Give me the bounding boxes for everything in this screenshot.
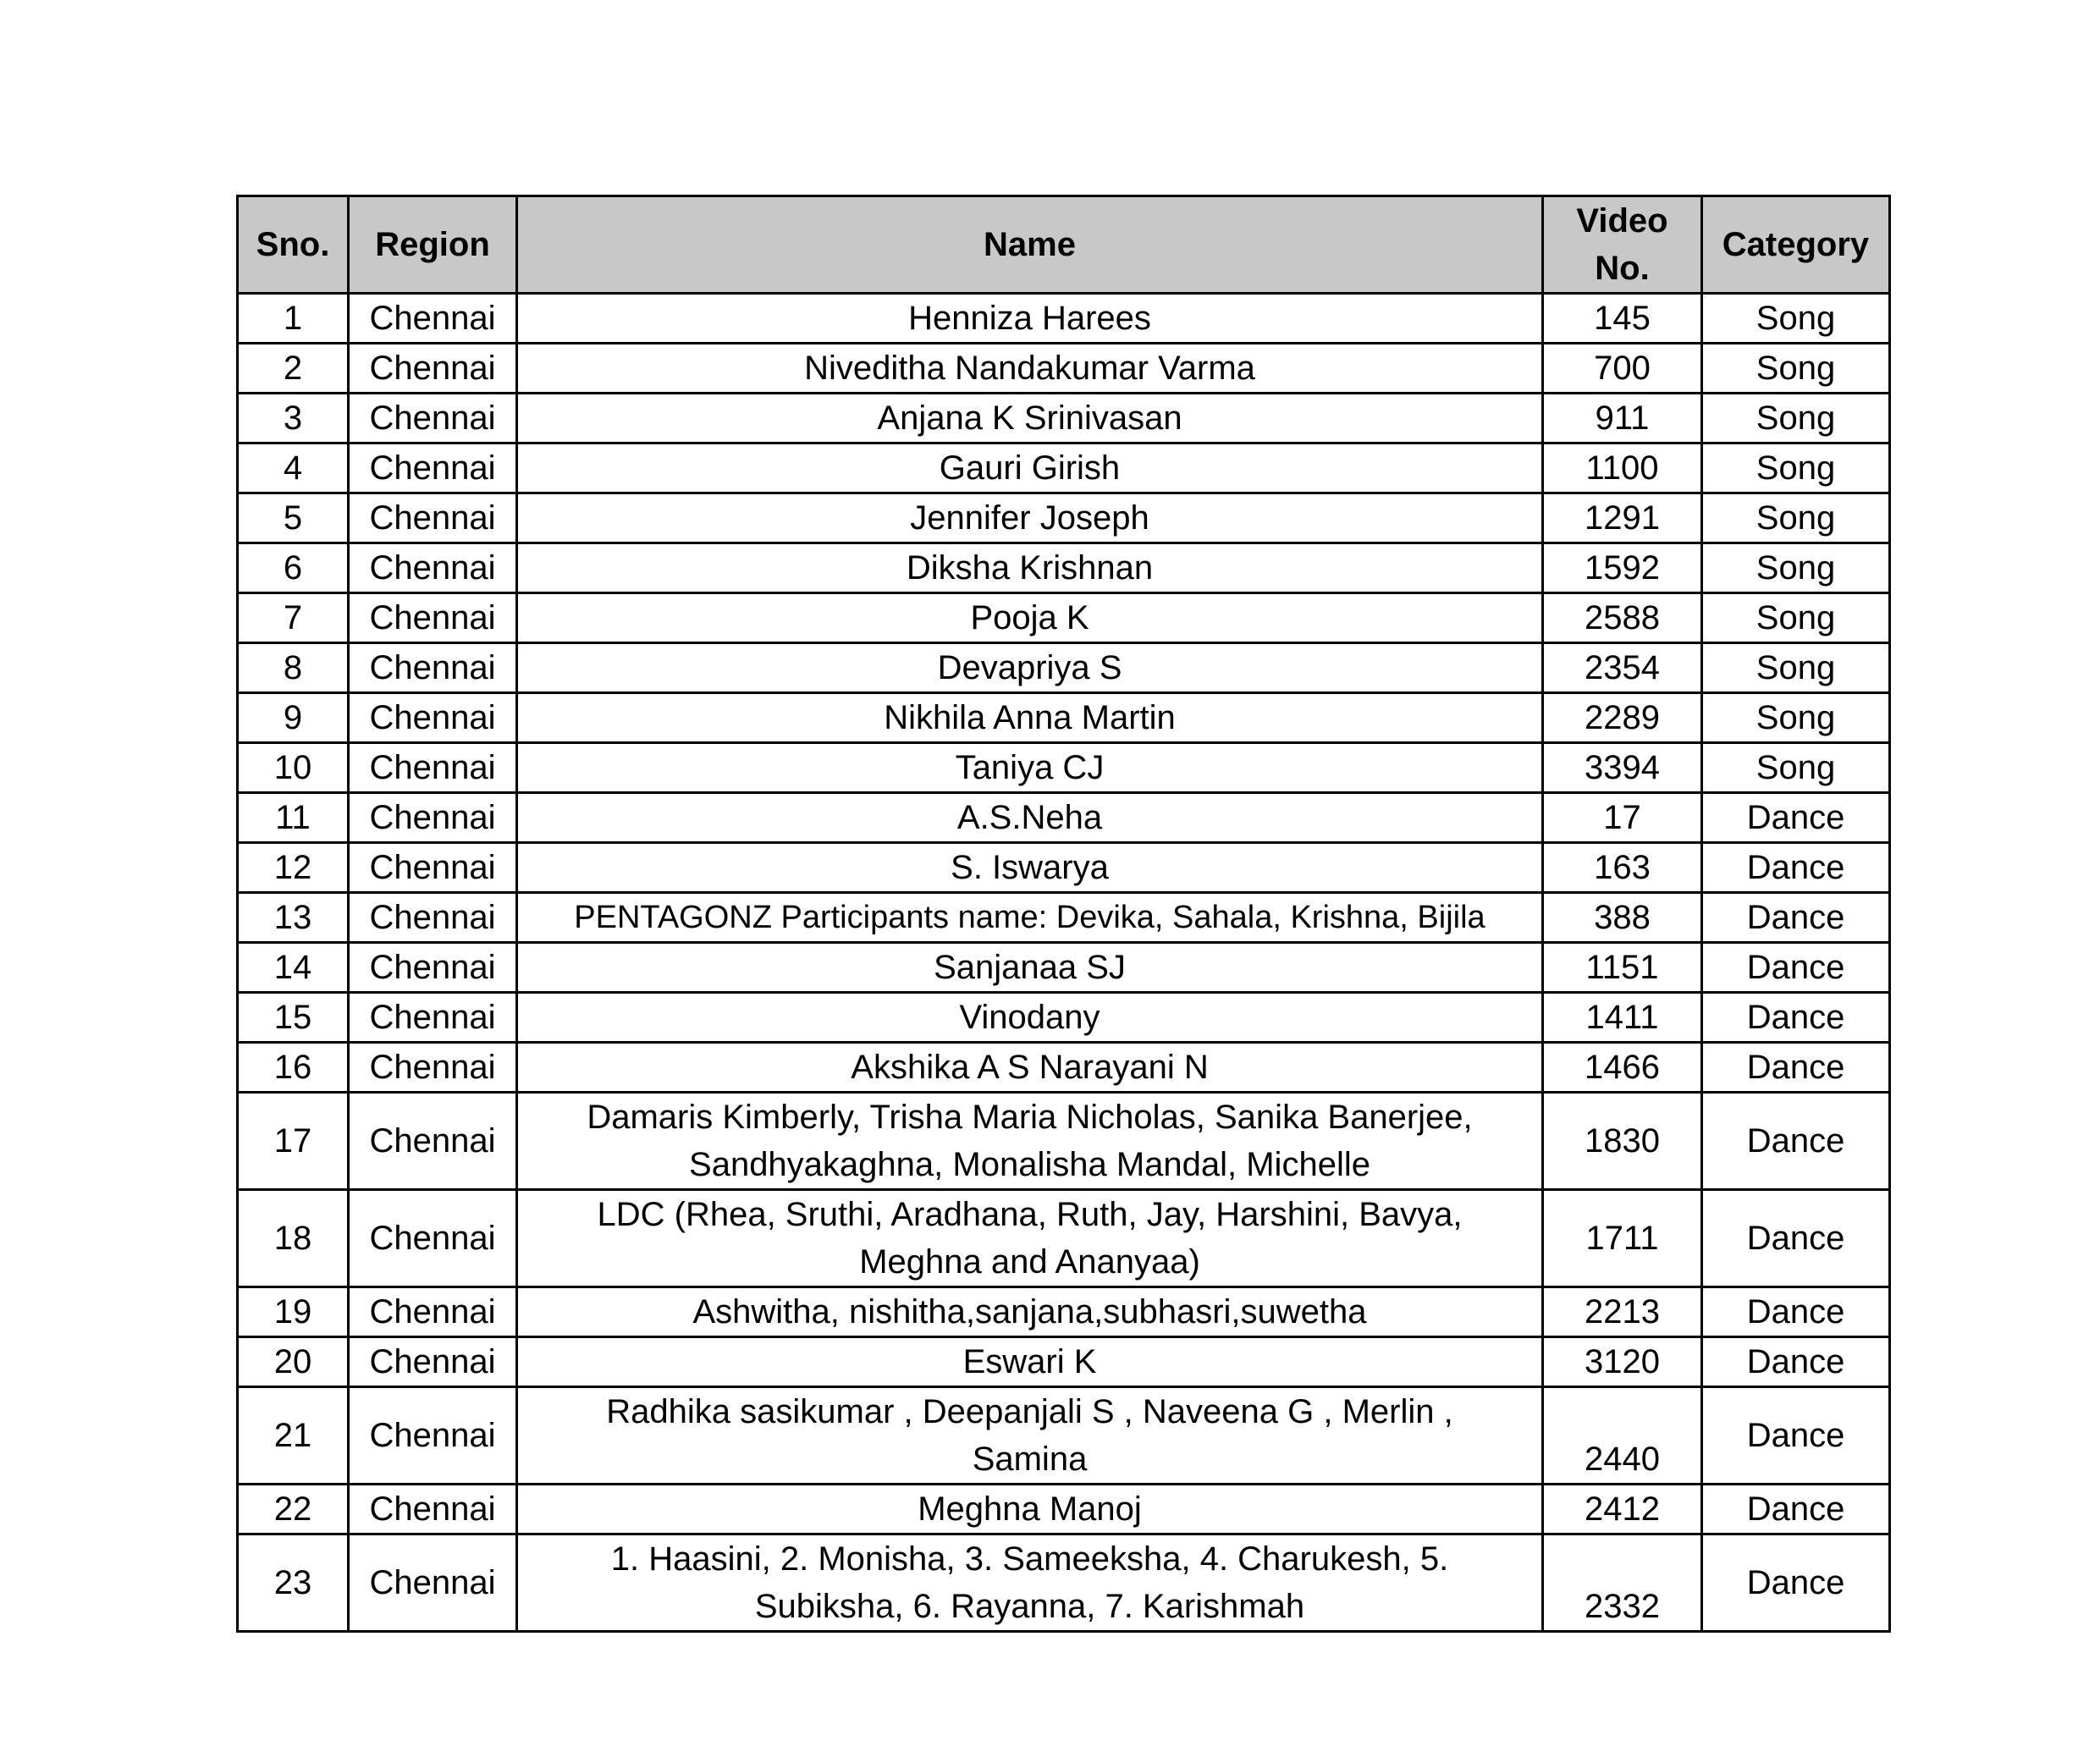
table-row: [238, 1485, 1890, 1534]
cell-region: Chennai: [349, 1093, 517, 1190]
cell-category: Song: [1702, 543, 1890, 593]
cell-name: Henniza Harees: [517, 294, 1543, 344]
cell-video-no: 3120: [1543, 1337, 1702, 1387]
cell-category: Dance: [1702, 1093, 1890, 1190]
cell-category: Song: [1702, 693, 1890, 743]
table-row: [238, 344, 1890, 394]
cell-video-no: 1830: [1543, 1093, 1702, 1190]
cell-video-no: 1100: [1543, 444, 1702, 493]
cell-region: Chennai: [349, 993, 517, 1043]
cell-region: Chennai: [349, 1190, 517, 1287]
cell-name: S. Iswarya: [517, 843, 1543, 893]
cell-region: Chennai: [349, 1043, 517, 1093]
table-header-row: [238, 196, 1890, 294]
cell-video-no: 1592: [1543, 543, 1702, 593]
cell-sno: 7: [238, 593, 349, 643]
cell-name: Meghna Manoj: [517, 1485, 1543, 1534]
table-row: [238, 1043, 1890, 1093]
cell-name: Taniya CJ: [517, 743, 1543, 793]
cell-region: Chennai: [349, 943, 517, 993]
cell-name: Damaris Kimberly, Trisha Maria Nicholas, Sanika Banerjee, Sandhyakaghna, Monalisha Mandal, Michelle: [517, 1093, 1543, 1190]
cell-name: Niveditha Nandakumar Varma: [517, 344, 1543, 394]
cell-region: Chennai: [349, 543, 517, 593]
cell-sno: 18: [238, 1190, 349, 1287]
cell-video-no: 388: [1543, 893, 1702, 943]
cell-name: Diksha Krishnan: [517, 543, 1543, 593]
cell-region: Chennai: [349, 1337, 517, 1387]
cell-video-no: 1466: [1543, 1043, 1702, 1093]
cell-name: Jennifer Joseph: [517, 493, 1543, 543]
cell-name: Vinodany: [517, 993, 1543, 1043]
cell-region: Chennai: [349, 843, 517, 893]
cell-sno: 23: [238, 1534, 349, 1632]
cell-region: Chennai: [349, 1534, 517, 1632]
cell-name: Gauri Girish: [517, 444, 1543, 493]
cell-category: Dance: [1702, 1387, 1890, 1485]
cell-name: LDC (Rhea, Sruthi, Aradhana, Ruth, Jay, Harshini, Bavya, Meghna and Ananyaa): [517, 1190, 1543, 1287]
table-row: [238, 693, 1890, 743]
table-row: [238, 893, 1890, 943]
cell-region: Chennai: [349, 444, 517, 493]
header-name: Name: [517, 196, 1543, 294]
cell-video-no: 911: [1543, 394, 1702, 444]
cell-category: Dance: [1702, 793, 1890, 843]
cell-region: Chennai: [349, 1287, 517, 1337]
cell-video-no: 1151: [1543, 943, 1702, 993]
cell-category: Dance: [1702, 843, 1890, 893]
cell-region: Chennai: [349, 294, 517, 344]
cell-category: Dance: [1702, 1485, 1890, 1534]
cell-region: Chennai: [349, 693, 517, 743]
cell-category: Song: [1702, 593, 1890, 643]
cell-region: Chennai: [349, 643, 517, 693]
cell-category: Dance: [1702, 1190, 1890, 1287]
cell-name: Pooja K: [517, 593, 1543, 643]
cell-category: Song: [1702, 294, 1890, 344]
table-row: [238, 493, 1890, 543]
cell-video-no: 2440: [1543, 1387, 1702, 1485]
cell-category: Song: [1702, 743, 1890, 793]
cell-region: Chennai: [349, 394, 517, 444]
cell-name: 1. Haasini, 2. Monisha, 3. Sameeksha, 4. Charukesh, 5. Subiksha, 6. Rayanna, 7. Karishmah: [517, 1534, 1543, 1632]
table-row: [238, 1190, 1890, 1287]
cell-sno: 20: [238, 1337, 349, 1387]
cell-sno: 2: [238, 344, 349, 394]
cell-video-no: 163: [1543, 843, 1702, 893]
cell-category: Dance: [1702, 1287, 1890, 1337]
cell-sno: 12: [238, 843, 349, 893]
cell-name: Sanjanaa SJ: [517, 943, 1543, 993]
cell-sno: 10: [238, 743, 349, 793]
cell-video-no: 1411: [1543, 993, 1702, 1043]
header-video-no: Video No.: [1543, 196, 1702, 294]
cell-region: Chennai: [349, 593, 517, 643]
cell-name: Ashwitha, nishitha,sanjana,subhasri,suwetha: [517, 1287, 1543, 1337]
cell-name: Radhika sasikumar , Deepanjali S , Naveena G , Merlin , Samina: [517, 1387, 1543, 1485]
cell-sno: 19: [238, 1287, 349, 1337]
cell-sno: 6: [238, 543, 349, 593]
cell-region: Chennai: [349, 344, 517, 394]
cell-video-no: 145: [1543, 294, 1702, 344]
cell-category: Dance: [1702, 1337, 1890, 1387]
cell-name: A.S.Neha: [517, 793, 1543, 843]
cell-sno: 9: [238, 693, 349, 743]
cell-category: Song: [1702, 643, 1890, 693]
cell-region: Chennai: [349, 1387, 517, 1485]
cell-sno: 1: [238, 294, 349, 344]
cell-name: Eswari K: [517, 1337, 1543, 1387]
cell-sno: 5: [238, 493, 349, 543]
table-row: [238, 1387, 1890, 1485]
cell-category: Song: [1702, 394, 1890, 444]
cell-name: Akshika A S Narayani N: [517, 1043, 1543, 1093]
cell-video-no: 2354: [1543, 643, 1702, 693]
cell-region: Chennai: [349, 893, 517, 943]
cell-sno: 4: [238, 444, 349, 493]
cell-video-no: 2332: [1543, 1534, 1702, 1632]
cell-category: Song: [1702, 344, 1890, 394]
table-row: [238, 843, 1890, 893]
table-row: [238, 1534, 1890, 1632]
cell-video-no: 700: [1543, 344, 1702, 394]
cell-region: Chennai: [349, 493, 517, 543]
cell-name: Devapriya S: [517, 643, 1543, 693]
table-row: [238, 444, 1890, 493]
cell-video-no: 3394: [1543, 743, 1702, 793]
table-row: [238, 1093, 1890, 1190]
cell-category: Song: [1702, 444, 1890, 493]
table-row: [238, 643, 1890, 693]
table-row: [238, 743, 1890, 793]
cell-video-no: 1711: [1543, 1190, 1702, 1287]
cell-video-no: 17: [1543, 793, 1702, 843]
cell-category: Dance: [1702, 893, 1890, 943]
table-row: [238, 993, 1890, 1043]
cell-sno: 16: [238, 1043, 349, 1093]
cell-category: Song: [1702, 493, 1890, 543]
participants-table: [236, 195, 1891, 1633]
cell-name: Nikhila Anna Martin: [517, 693, 1543, 743]
cell-region: Chennai: [349, 743, 517, 793]
cell-sno: 8: [238, 643, 349, 693]
cell-name: Anjana K Srinivasan: [517, 394, 1543, 444]
table-row: [238, 943, 1890, 993]
cell-sno: 22: [238, 1485, 349, 1534]
header-sno: Sno.: [238, 196, 349, 294]
cell-sno: 3: [238, 394, 349, 444]
cell-sno: 14: [238, 943, 349, 993]
table-row: [238, 1337, 1890, 1387]
table-row: [238, 793, 1890, 843]
cell-video-no: 2588: [1543, 593, 1702, 643]
cell-sno: 15: [238, 993, 349, 1043]
table-row: [238, 294, 1890, 344]
cell-sno: 17: [238, 1093, 349, 1190]
table-row: [238, 543, 1890, 593]
cell-video-no: 2412: [1543, 1485, 1702, 1534]
header-category: Category: [1702, 196, 1890, 294]
cell-category: Dance: [1702, 993, 1890, 1043]
table-row: [238, 394, 1890, 444]
cell-video-no: 1291: [1543, 493, 1702, 543]
cell-sno: 13: [238, 893, 349, 943]
header-region: Region: [349, 196, 517, 294]
cell-region: Chennai: [349, 1485, 517, 1534]
cell-sno: 11: [238, 793, 349, 843]
table-row: [238, 593, 1890, 643]
cell-category: Dance: [1702, 1534, 1890, 1632]
cell-region: Chennai: [349, 793, 517, 843]
cell-video-no: 2289: [1543, 693, 1702, 743]
table-row: [238, 1287, 1890, 1337]
cell-category: Dance: [1702, 1043, 1890, 1093]
cell-sno: 21: [238, 1387, 349, 1485]
cell-category: Dance: [1702, 943, 1890, 993]
cell-video-no: 2213: [1543, 1287, 1702, 1337]
cell-name: PENTAGONZ Participants name: Devika, Sahala, Krishna, Bijila: [517, 893, 1543, 943]
